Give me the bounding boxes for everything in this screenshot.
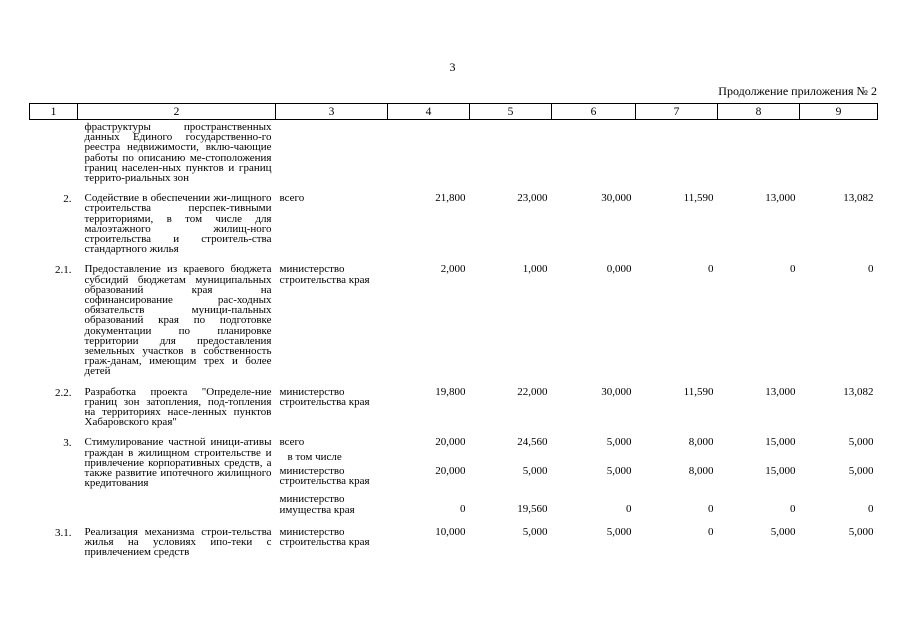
continuation-label: Продолжение приложения № 2 <box>718 84 877 98</box>
row-value: 0 <box>708 525 714 538</box>
column-header-4: 4 <box>388 104 470 120</box>
value-total: 8,000 <box>688 436 714 449</box>
row-value: 13,082 <box>843 192 874 205</box>
row-name: Реализация механизма строи-тельства жилья на условиях ипо-теки с привлечением средств <box>84 525 272 559</box>
column-header-7: 7 <box>636 104 718 120</box>
row-value-group <box>636 433 718 522</box>
value-construction: 15,000 <box>765 464 796 477</box>
column-header-2: 2 <box>78 104 276 120</box>
row-number <box>30 120 78 190</box>
table-row <box>30 189 878 260</box>
page-number: 3 <box>449 60 456 74</box>
row-name: фраструктуры пространственных данных Единого государственно-го реестра недвижимости, вклю-чающие работы по описанию ме-стоположения границ населен-ных пунктов и границ террито-риальных зон <box>84 121 272 185</box>
row-value-group <box>470 433 552 522</box>
table-row <box>30 433 878 522</box>
row-value: 10,000 <box>435 525 466 538</box>
column-header-1: 1 <box>30 104 78 120</box>
row-number: 2.1. <box>55 264 72 277</box>
value-construction: 5,000 <box>606 464 632 477</box>
column-header-8: 8 <box>718 104 800 120</box>
appendix-table <box>29 103 878 563</box>
row-value: 0 <box>790 263 796 276</box>
value-construction: 5,000 <box>522 464 548 477</box>
row-value-group <box>552 433 636 522</box>
value-total: 5,000 <box>606 436 632 449</box>
row-number: 2. <box>63 193 72 206</box>
row-executor: министерство строительства края <box>279 385 370 408</box>
row-value: 11,590 <box>683 385 714 398</box>
row-executor-group <box>276 433 388 522</box>
column-header-3: 3 <box>276 104 388 120</box>
row-value <box>636 120 718 190</box>
row-name: Разработка проекта "Определе-ние границ зон затопления, под-топления на территориях насе-ленных пунктов Хабаровского края" <box>84 385 272 429</box>
column-header-6: 6 <box>552 104 636 120</box>
row-value: 5,000 <box>770 525 796 538</box>
value-property: 0 <box>708 502 714 515</box>
row-name: Содействие в обеспечении жи-лищного строительства перспек-тивными территориями, в том числе для малоэтажного жилищ-ного строительства и строитель-ства стандартного жилья <box>84 192 272 256</box>
row-value <box>800 120 878 190</box>
row-value: 5,000 <box>522 525 548 538</box>
row-name: Стимулирование частной иници-ативы граждан в жилищном строительстве и привлечение корпоративных средств, а также развитие ипотечного жилищного кредитования <box>84 436 272 490</box>
row-value-group <box>800 433 878 522</box>
row-value <box>388 120 470 190</box>
row-value: 13,082 <box>843 385 874 398</box>
row-value: 11,590 <box>683 192 714 205</box>
row-value <box>552 120 636 190</box>
executor-ministry-property: министерство имущества края <box>279 493 355 516</box>
row-value: 0 <box>868 263 874 276</box>
value-construction: 5,000 <box>848 464 874 477</box>
table-row <box>30 120 878 190</box>
value-property: 0 <box>790 502 796 515</box>
row-value: 5,000 <box>606 525 632 538</box>
row-value: 0,000 <box>606 263 632 276</box>
executor-subheading: в том числе <box>287 450 342 463</box>
column-header-9: 9 <box>800 104 878 120</box>
row-value: 19,800 <box>435 385 466 398</box>
executor-ministry-construction: министерство строительства края <box>279 464 370 488</box>
value-total: 5,000 <box>848 436 874 449</box>
row-value: 13,000 <box>765 192 796 205</box>
value-property: 19,560 <box>517 502 548 515</box>
row-name: Предоставление из краевого бюджета субсидий бюджетам муниципальных образований края на софинансирование рас-ходных обязательств муници-пальных образований края по подготовке документации по планировке территории для предоставления земельных участков в собственность граж-данам, имеющим трех и более детей <box>84 263 272 378</box>
row-value-group <box>388 433 470 522</box>
row-value: 23,000 <box>517 192 548 205</box>
table-row <box>30 260 878 382</box>
row-value: 21,800 <box>435 192 466 205</box>
row-executor <box>276 120 388 190</box>
row-executor: министерство строительства края <box>279 263 370 286</box>
value-total: 24,560 <box>517 436 548 449</box>
row-number: 3.1. <box>55 526 72 539</box>
row-value: 22,000 <box>517 385 548 398</box>
table-row <box>30 523 878 564</box>
row-value: 30,000 <box>601 385 632 398</box>
value-property: 0 <box>460 502 466 515</box>
row-value-group <box>718 433 800 522</box>
executor-total: всего <box>279 436 305 449</box>
row-value: 2,000 <box>440 263 466 276</box>
column-header-5: 5 <box>470 104 552 120</box>
row-value: 0 <box>708 263 714 276</box>
value-property: 0 <box>626 502 632 515</box>
row-number: 2.2. <box>55 386 72 399</box>
row-value <box>718 120 800 190</box>
row-executor: министерство строительства края <box>279 525 370 548</box>
row-value <box>470 120 552 190</box>
row-value: 13,000 <box>765 385 796 398</box>
header-row <box>30 104 878 120</box>
row-value: 5,000 <box>848 525 874 538</box>
value-total: 20,000 <box>435 436 466 449</box>
row-number: 3. <box>63 437 72 450</box>
table-row <box>30 383 878 434</box>
row-value: 30,000 <box>601 192 632 205</box>
row-value: 1,000 <box>522 263 548 276</box>
value-property: 0 <box>868 502 874 515</box>
row-executor: всего <box>279 192 305 205</box>
value-total: 15,000 <box>765 436 796 449</box>
value-construction: 8,000 <box>688 464 714 477</box>
value-construction: 20,000 <box>435 464 466 477</box>
